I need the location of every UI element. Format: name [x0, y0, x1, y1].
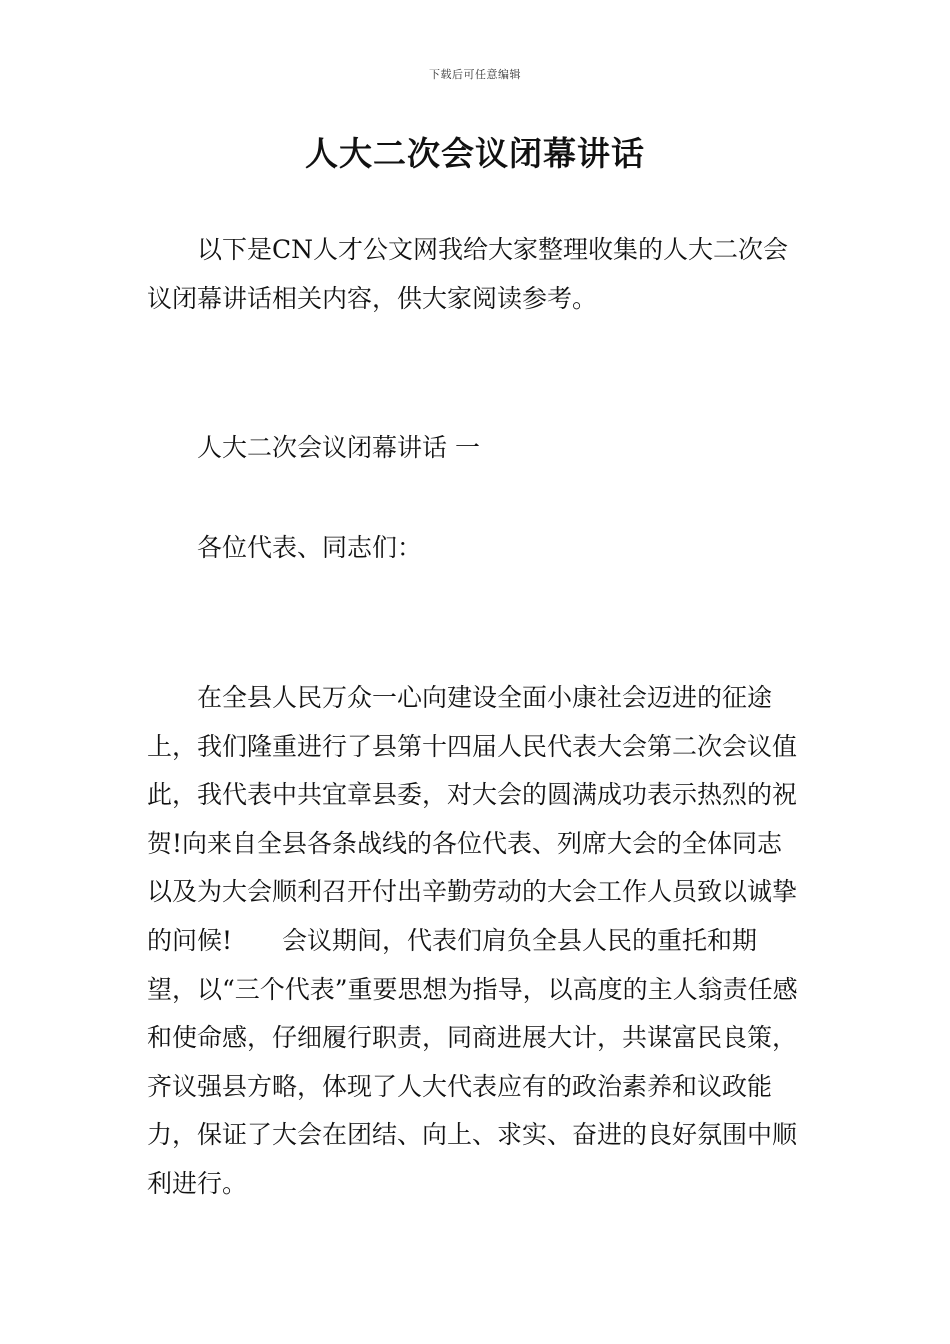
salutation: 各位代表、同志们：: [197, 533, 423, 562]
document-title: 人大二次会议闭幕讲话: [305, 134, 645, 173]
intro-paragraph: 以下是CN人才公文网我给大家整理收集的人大二次会议闭幕讲话相关内容，供大家阅读参考。: [147, 235, 789, 313]
header-note: 下载后可任意编辑: [429, 68, 521, 81]
section-heading: 人大二次会议闭幕讲话 一: [197, 433, 480, 462]
body-paragraph: 在全县人民万众一心向建设全面小康社会迈进的征途上，我们隆重进行了县第十四届人民代表大会第二次会议值此，我代表中共宜章县委，对大会的圆满成功表示热烈的祝贺!向来自全县各条战线的各位代表、列席大会的全体同志以及为大会顺利召开付出辛勤劳动的大会工作人员致以诚挚的问候! 会议期间，代表们肩负全县人民的重托和期望，以“三个代表”重要思想为指导，以高度的主人翁责任感和使命感，仔细履行职责，同商进展大计，共谋富民良策，齐议强县方略，体现了人大代表应有的政治素养和议政能力，保证了大会在团结、向上、求实、奋进的良好氛围中顺利进行。: [147, 683, 798, 1198]
